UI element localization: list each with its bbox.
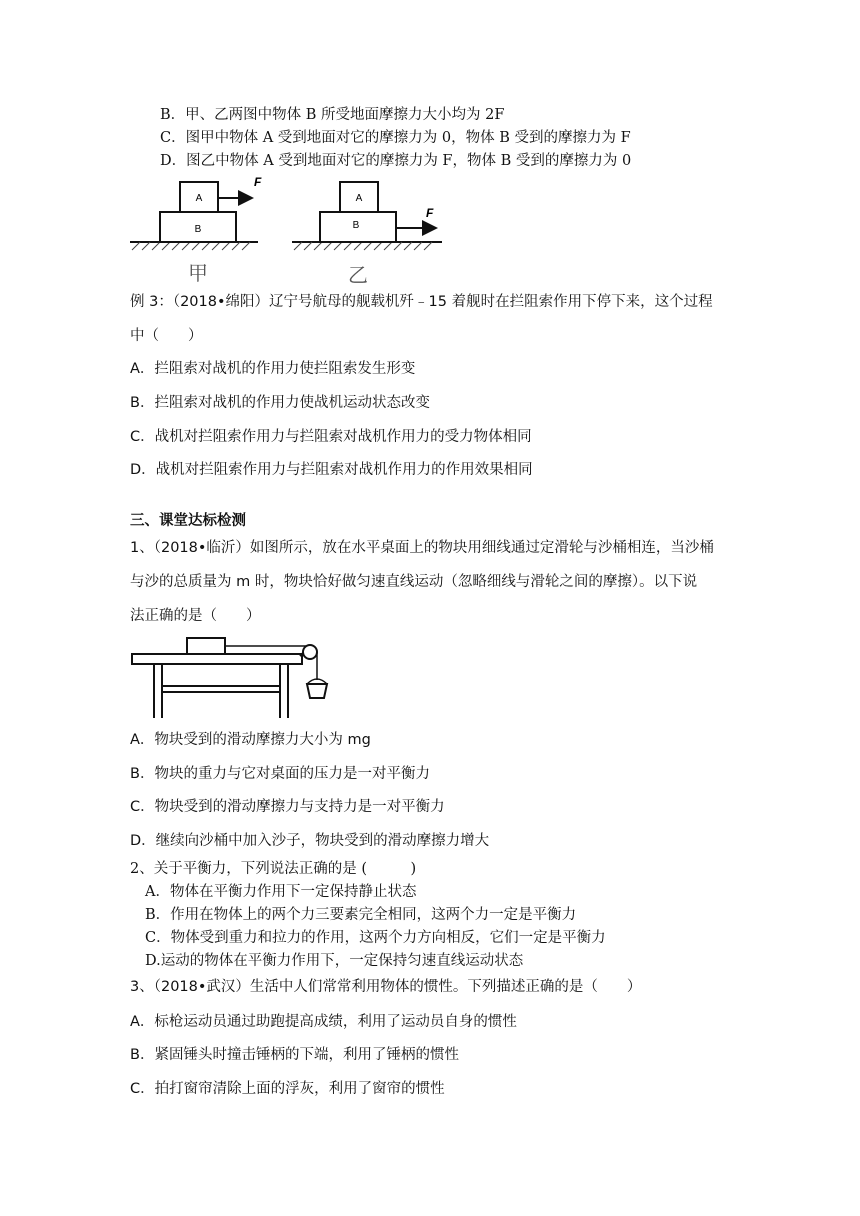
example3-option-a: A．拦阻索对战机的作用力使拦阻索发生形变 [130, 361, 416, 377]
figure-jia [130, 175, 262, 285]
option-c-prev: C．图甲中物体 A 受到地面对它的摩擦力为 0，物体 B 受到的摩擦力为 F [160, 130, 631, 146]
example3-option-d: D．战机对拦阻索作用力与拦阻索对战机作用力的作用效果相同 [130, 462, 533, 478]
q3-option-a: A．标枪运动员通过助跑提高成绩，利用了运动员自身的惯性 [130, 1014, 517, 1030]
example3-stem-line2: 中（ ） [130, 328, 203, 344]
q1-stem-line3: 法正确的是（ ） [130, 608, 261, 624]
q2-option-d: D.运动的物体在平衡力作用下，一定保持匀速直线运动状态 [145, 953, 524, 969]
q1-stem-line1: 1、（2018•临沂）如图所示，放在水平桌面上的物块用细线通过定滑轮与沙桶相连，当沙桶 [130, 540, 714, 556]
example3-stem-line1: 例 3：（2018•绵阳）辽宁号航母的舰载机歼﹣15 着舰时在拦阻索作用下停下来，这个过程 [130, 294, 713, 310]
sand-bucket [307, 684, 327, 698]
force-label-jia: F [254, 175, 262, 189]
q2-stem: 2、关于平衡力，下列说法正确的是 ( ) [130, 861, 417, 877]
q1-option-c: C．物块受到的滑动摩擦力与支持力是一对平衡力 [130, 799, 445, 815]
block-on-table [187, 638, 225, 654]
table-pulley-figure [130, 634, 335, 720]
q1-option-d: D．继续向沙桶中加入沙子，物块受到的滑动摩擦力增大 [130, 833, 490, 849]
block-a-label-yi: A [355, 193, 363, 204]
block-b-label-jia: B [194, 224, 202, 235]
example3-option-c: C．战机对拦阻索作用力与拦阻索对战机作用力的受力物体相同 [130, 429, 532, 445]
q2-option-c: C．物体受到重力和拉力的作用，这两个力方向相反，它们一定是平衡力 [145, 930, 606, 946]
caption-yi: 乙 [348, 265, 368, 287]
block-a-label-jia: A [195, 193, 203, 204]
block-b-label-yi: B [352, 220, 360, 231]
section-heading: 三、课堂达标检测 [130, 513, 246, 529]
force-label-yi: F [426, 206, 434, 220]
option-b-prev: B．甲、乙两图中物体 B 所受地面摩擦力大小均为 2F [160, 107, 505, 123]
table-top [132, 654, 302, 664]
q3-option-c: C．拍打窗帘清除上面的浮灰，利用了窗帘的惯性 [130, 1081, 445, 1097]
q2-option-b: B．作用在物体上的两个力三要素完全相同，这两个力一定是平衡力 [145, 907, 577, 923]
pulley [303, 645, 317, 659]
friction-figure [130, 172, 460, 290]
q1-option-a: A．物块受到的滑动摩擦力大小为 mg [130, 732, 371, 748]
q3-option-b: B．紧固锤头时撞击锤柄的下端，利用了锤柄的惯性 [130, 1047, 459, 1063]
q2-option-a: A．物体在平衡力作用下一定保持静止状态 [145, 884, 417, 900]
q1-stem-line2: 与沙的总质量为 m 时，物块恰好做匀速直线运动（忽略细线与滑轮之间的摩擦）。以下说 [130, 574, 698, 590]
caption-jia: 甲 [188, 263, 208, 285]
q3-stem: 3、（2018•武汉）生活中人们常常利用物体的惯性。下列描述正确的是（ ） [130, 979, 642, 995]
figure-yi [292, 182, 442, 287]
q1-option-b: B．物块的重力与它对桌面的压力是一对平衡力 [130, 766, 430, 782]
option-d-prev: D．图乙中物体 A 受到地面对它的摩擦力为 F，物体 B 受到的摩擦力为 0 [160, 153, 632, 169]
example3-option-b: B．拦阻索对战机的作用力使战机运动状态改变 [130, 395, 430, 411]
